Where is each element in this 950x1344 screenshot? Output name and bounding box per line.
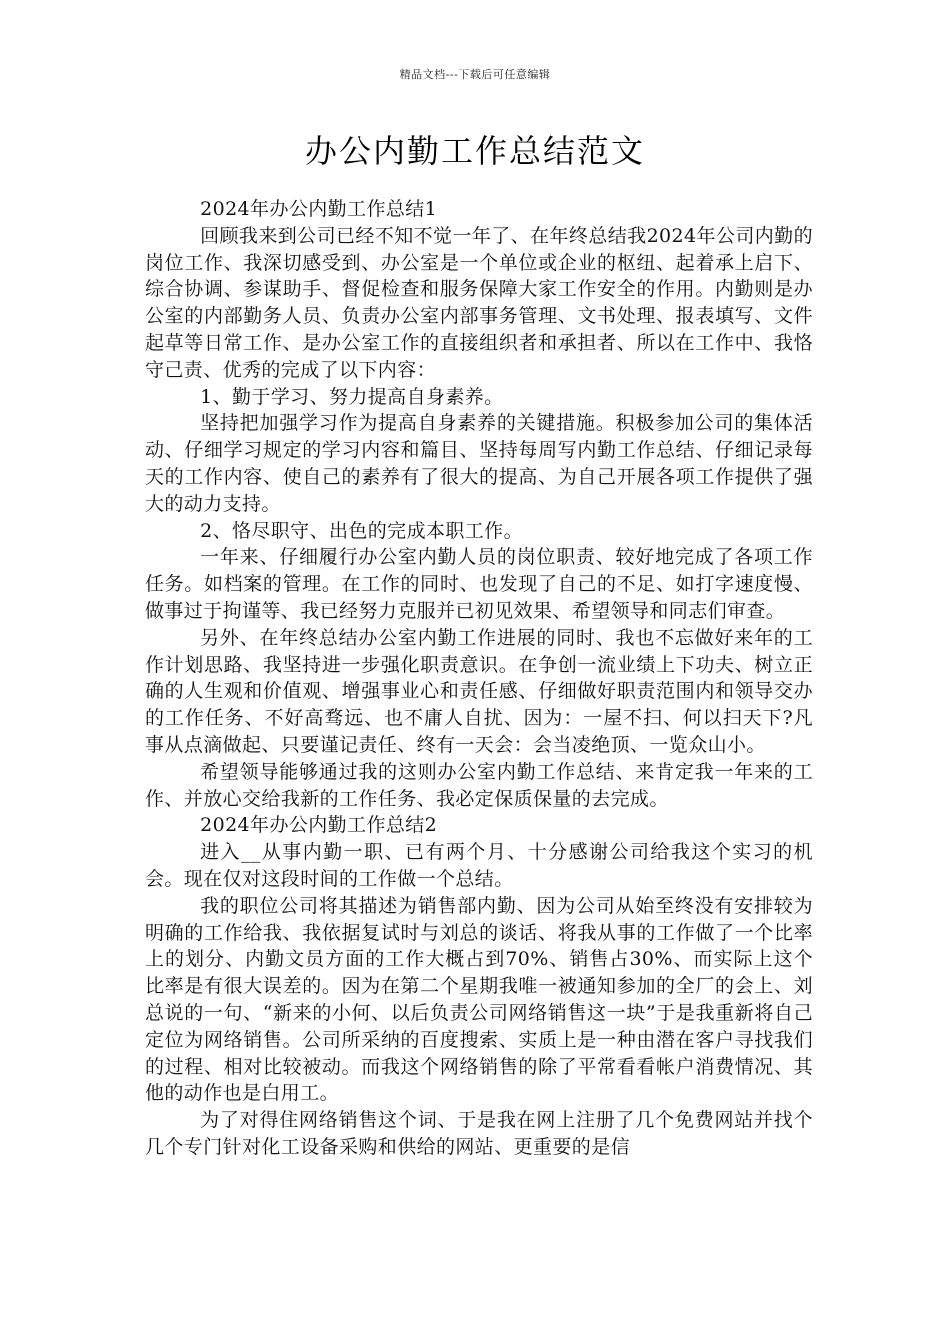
body-paragraph: 我的职位公司将其描述为销售部内勤、因为公司从始至终没有安排较为明确的工作给我、我依据复试时与刘总的谈话、将我从事的工作做了一个比率上的划分、内勤文员方面的工作大概占到70%、销售占30%、而实际上这个比率是有很大误差的。因为在第二个星期我唯一被通知参加的全厂的会上、刘总说的一句、“新来的小何、以后负责公司网络销售这一块”于是我重新将自己定位为网络销售。公司所采纳的百度搜索、实质上是一种由潜在客户寻找我们的过程、相对比较被动。而我这个网络销售的除了平常看看帐户消费情况、其他的动作也是白用工。 — [145, 894, 813, 1105]
header-note: 精品文档---下载后可任意编辑 — [399, 68, 551, 81]
document-body — [145, 196, 813, 1161]
document-title: 办公内勤工作总结范文 — [304, 132, 645, 170]
body-paragraph: 希望领导能够通过我的这则办公室内勤工作总结、来肯定我一年来的工作、并放心交给我新的工作任务、我必定保质保量的去完成。 — [145, 760, 813, 810]
body-paragraph: 一年来、仔细履行办公室内勤人员的岗位职责、较好地完成了各项工作任务。如档案的管理。在工作的同时、也发现了自己的不足、如打字速度慢、做事过于拘谨等、我已经努力克服并已初见效果、希望领导和同志们审查。 — [145, 546, 813, 622]
body-paragraph: 另外、在年终总结办公室内勤工作进展的同时、我也不忘做好来年的工作计划思路、我坚持进一步强化职责意识。在争创一流业绩上下功夫、树立正确的人生观和价值观、增强事业心和责任感、仔细做好职责范围内和领导交办的工作任务、不好高骛远、也不庸人自扰、因为：一屋不扫、何以扫天下?凡事从点滴做起、只要谨记责任、终有一天会：会当凌绝顶、一览众山小。 — [145, 626, 813, 756]
body-paragraph: 坚持把加强学习作为提高自身素养的关键措施。积极参加公司的集体活动、仔细学习规定的学习内容和篇目、坚持每周写内勤工作总结、仔细记录每天的工作内容、使自己的素养有了很大的提高、为自己开展各项工作提供了强大的动力支持。 — [145, 412, 813, 515]
body-paragraph: 回顾我来到公司已经不知不觉一年了、在年终总结我2024年公司内勤的岗位工作、我深切感受到、办公室是一个单位或企业的枢纽、起着承上启下、综合协调、参谋助手、督促检查和服务保障大家工作安全的作用。内勤则是办公室的内部勤务人员、负责办公室内部事务管理、文书处理、报表填写、文件起草等日常工作、是办公室工作的直接组织者和承担者、所以在工作中、我恪守己责、优秀的完成了以下内容： — [145, 224, 813, 381]
body-paragraph: 为了对得住网络销售这个词、于是我在网上注册了几个免费网站并找个几个专门针对化工设备采购和供给的网站、更重要的是信 — [145, 1109, 813, 1158]
list-heading: 2、恪尽职守、出色的完成本职工作。 — [200, 519, 523, 542]
body-paragraph: 进入__从事内勤一职、已有两个月、十分感谢公司给我这个实习的机会。现在仅对这段时间的工作做一个总结。 — [145, 841, 813, 890]
list-heading: 1、勤于学习、努力提高自身素养。 — [200, 385, 504, 408]
section-heading: 2024年办公内勤工作总结2 — [200, 814, 438, 837]
section-heading: 2024年办公内勤工作总结1 — [200, 198, 438, 220]
